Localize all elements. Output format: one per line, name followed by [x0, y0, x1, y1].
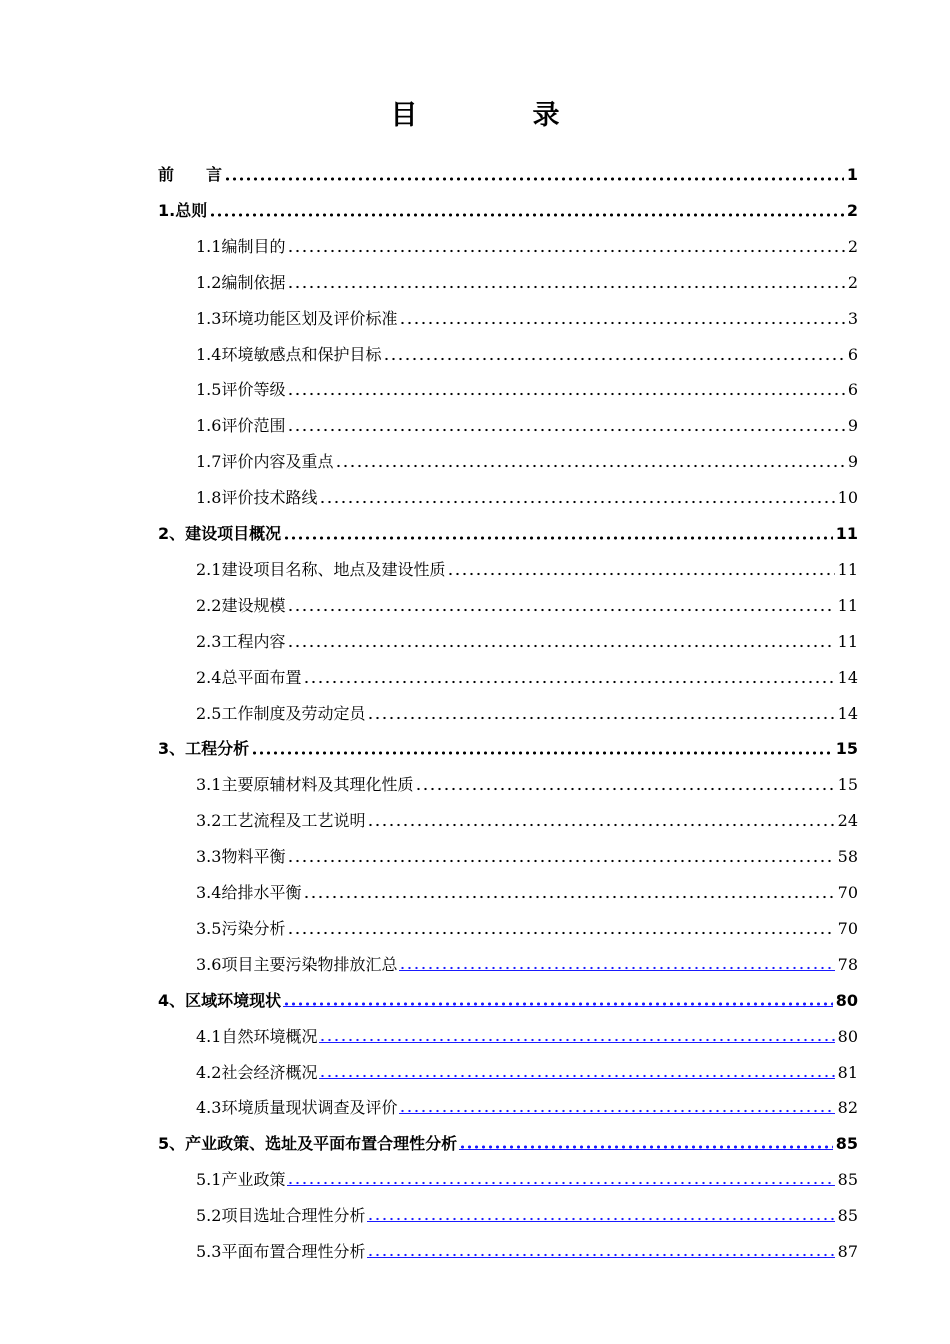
toc-dot-leader [287, 644, 834, 648]
toc-dot-leader [287, 249, 844, 253]
toc-page-number: 85 [835, 1134, 858, 1154]
toc-entry [158, 186, 858, 222]
toc-page-number: 10 [837, 488, 858, 508]
toc-dot-leader [287, 428, 844, 432]
toc-entry-label: 1.3环境功能区划及评价标准 [196, 308, 398, 328]
toc-dot-leader [251, 751, 833, 755]
toc-entry [196, 330, 858, 366]
toc-dot-leader [319, 500, 834, 504]
toc-page-number: 85 [837, 1206, 858, 1226]
toc-entry[interactable] [196, 1227, 858, 1263]
toc-entry-label: 1.1编制目的 [196, 236, 286, 256]
toc-entry-label: 5.1产业政策 [196, 1170, 286, 1190]
toc-entry-label: 4、区域环境现状 [158, 990, 282, 1010]
toc-entry [196, 545, 858, 581]
toc-entry [196, 653, 858, 689]
toc-entry-label: 1.8评价技术路线 [196, 488, 318, 508]
toc-dot-leader [287, 608, 834, 612]
toc-entry-label: 1.5评价等级 [196, 380, 286, 400]
toc-page-number: 70 [837, 918, 858, 938]
toc-entry [196, 760, 858, 796]
toc-entry-label: 1.2编制依据 [196, 272, 286, 292]
toc-entry[interactable] [196, 1083, 858, 1119]
toc-page-number: 6 [847, 344, 858, 364]
toc-dot-leader [283, 536, 833, 540]
toc-entry[interactable] [158, 1119, 858, 1155]
toc-entry-label: 1.4环境敏感点和保护目标 [196, 344, 382, 364]
toc-page-number: 15 [835, 739, 858, 759]
toc-page-number: 2 [847, 236, 858, 256]
toc-entry[interactable] [196, 940, 858, 976]
toc-entry-label: 2.2建设规模 [196, 595, 286, 615]
toc-page-number: 2 [846, 200, 858, 220]
toc-entry [196, 437, 858, 473]
toc-page-number: 70 [837, 883, 858, 902]
toc-dot-leader [335, 464, 844, 468]
toc-dot-leader [367, 1217, 834, 1222]
toc-entry-label: 1.6评价范围 [196, 416, 286, 436]
toc-dot-leader [303, 680, 834, 684]
toc-entry [196, 796, 858, 832]
toc-entry [196, 581, 858, 617]
toc-entry [158, 509, 858, 545]
toc-entry-label: 3、工程分析 [158, 739, 250, 759]
toc-entry[interactable] [196, 1048, 858, 1084]
toc-page-number: 9 [847, 416, 858, 436]
toc-dot-leader [459, 1145, 833, 1150]
toc-page-number: 81 [837, 1062, 858, 1082]
toc-entry [158, 724, 858, 760]
toc-entry-label: 2.5工作制度及劳动定员 [196, 703, 366, 723]
toc-entry [196, 258, 858, 294]
toc-entry-label: 4.1自然环境概况 [196, 1026, 318, 1046]
toc-dot-leader [399, 321, 844, 325]
toc-dot-leader [447, 572, 834, 576]
toc-page-number: 80 [837, 1026, 858, 1046]
toc-entry-label: 3.4给排水平衡 [196, 883, 302, 902]
toc-entry-label: 4.2社会经济概况 [196, 1062, 318, 1082]
toc-dot-leader [319, 1074, 834, 1079]
toc-entry [158, 150, 858, 186]
toc-page-number: 2 [847, 272, 858, 292]
toc-entry-label: 1.7评价内容及重点 [196, 452, 334, 472]
toc-dot-leader [399, 1109, 834, 1114]
toc-dot-leader [287, 392, 844, 396]
toc-page-number: 82 [837, 1098, 858, 1118]
toc-entry-label: 2.3工程内容 [196, 631, 286, 651]
toc-dot-leader [367, 716, 834, 720]
toc-dot-leader [224, 177, 844, 181]
toc-entry-label: 2.1建设项目名称、地点及建设性质 [196, 559, 446, 579]
toc-entry [196, 473, 858, 509]
toc-entry [196, 401, 858, 437]
toc-entry [196, 294, 858, 330]
toc-dot-leader [303, 895, 834, 899]
toc-dot-leader [367, 1253, 834, 1258]
toc-entry-label: 3.5污染分析 [196, 918, 286, 938]
toc-entry-label: 2.4总平面布置 [196, 667, 302, 687]
toc-entry [196, 689, 858, 725]
toc-dot-leader [367, 823, 834, 827]
toc-entry-label: 5.2项目选址合理性分析 [196, 1206, 366, 1226]
toc-entry[interactable] [196, 1012, 858, 1048]
toc-entry [196, 868, 858, 904]
toc-page-number: 78 [837, 954, 858, 974]
toc-dot-leader [287, 859, 834, 863]
toc-page-number: 11 [837, 631, 858, 651]
toc-entry-label: 2、建设项目概况 [158, 524, 282, 543]
toc-page-number: 58 [837, 847, 858, 867]
toc-dot-leader [283, 1002, 833, 1007]
toc-page-number: 1 [846, 165, 858, 184]
toc-entry [196, 222, 858, 258]
toc-page-number: 85 [837, 1170, 858, 1190]
toc-dot-leader [287, 931, 834, 935]
toc-entry[interactable] [196, 1191, 858, 1227]
toc-page-number: 15 [837, 775, 858, 795]
toc-dot-leader [319, 1038, 834, 1043]
toc-dot-leader [287, 285, 844, 289]
toc-page-number: 80 [835, 990, 858, 1010]
toc-entry-label: 1.总则 [158, 200, 208, 220]
toc-page-number: 14 [837, 703, 858, 723]
toc-page-number: 9 [847, 452, 858, 472]
toc-dot-leader [383, 357, 844, 361]
toc-page-number: 87 [837, 1242, 858, 1261]
toc-entry [196, 365, 858, 401]
toc-dot-leader [399, 966, 834, 971]
toc-entry-label: 5.3平面布置合理性分析 [196, 1242, 366, 1261]
toc-entry [196, 832, 858, 868]
toc-entry [196, 904, 858, 940]
toc-entry [196, 617, 858, 653]
toc-entry[interactable] [158, 976, 858, 1012]
toc-entry-label: 前 言 [158, 165, 223, 184]
toc-page-number: 3 [847, 308, 858, 328]
toc-title: 目 录 [390, 100, 604, 131]
toc-dot-leader [287, 1181, 834, 1186]
toc-entry-label: 3.6项目主要污染物排放汇总 [196, 954, 398, 974]
toc-page-number: 14 [837, 667, 858, 687]
toc-page-number: 24 [837, 811, 858, 831]
toc-page-number: 11 [837, 595, 858, 615]
toc-page-number: 11 [837, 559, 858, 579]
toc-entry-label: 5、产业政策、选址及平面布置合理性分析 [158, 1134, 458, 1154]
toc-page-number: 6 [847, 380, 858, 400]
toc-dot-leader [209, 213, 844, 217]
toc-entry[interactable] [196, 1155, 858, 1191]
toc-entry-label: 3.2工艺流程及工艺说明 [196, 811, 366, 831]
toc-dot-leader [415, 787, 834, 791]
toc-entry-label: 4.3环境质量现状调查及评价 [196, 1098, 398, 1118]
toc-page-number: 11 [835, 524, 858, 543]
toc-entry-label: 3.3物料平衡 [196, 847, 286, 867]
toc-entry-label: 3.1主要原辅材料及其理化性质 [196, 775, 414, 795]
